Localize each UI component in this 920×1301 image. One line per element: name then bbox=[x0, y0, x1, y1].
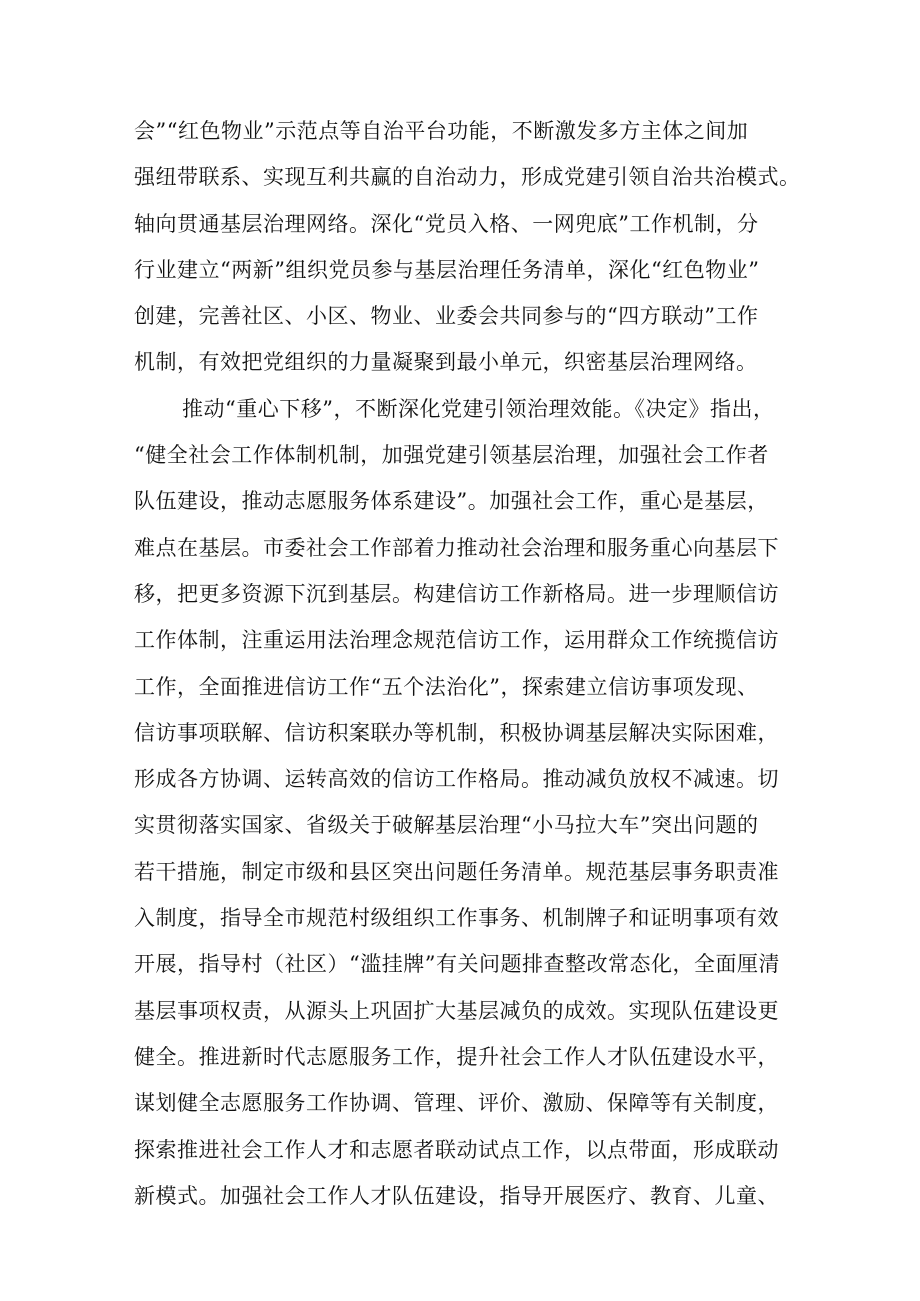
text-line: 移，把更多资源下沉到基层。构建信访工作新格局。进一步理顺信访 bbox=[134, 581, 779, 606]
text-line: 信访事项联解、信访积案联办等机制，积极协调基层解决实际困难， bbox=[134, 720, 779, 745]
text-line: 开展，指导村（社区）“滥挂牌”有关问题排查整改常态化，全面厘清 bbox=[134, 952, 780, 977]
text-line: 实贯彻落实国家、省级关于破解基层治理“小马拉大车”突出问题的 bbox=[134, 813, 759, 838]
text-line: “健全社会工作体制机制，加强党建引领基层治理，加强社会工作者 bbox=[134, 443, 769, 468]
text-line: 谋划健全志愿服务工作协调、管理、评价、激励、保障等有关制度， bbox=[134, 1091, 779, 1116]
text-line: 工作，全面推进信访工作“五个法治化”，探索建立信访事项发现、 bbox=[134, 674, 759, 699]
text-line: 新模式。加强社会工作人才队伍建设，指导开展医疗、教育、儿童、 bbox=[134, 1183, 779, 1208]
text-line: 队伍建设，推动志愿服务体系建设”。加强社会工作，重心是基层， bbox=[134, 489, 769, 514]
text-line: 探索推进社会工作人才和志愿者联动试点工作，以点带面，形成联动 bbox=[134, 1137, 779, 1162]
text-line: 难点在基层。市委社会工作部着力推动社会治理和服务重心向基层下 bbox=[134, 535, 779, 560]
text-line: 工作体制，注重运用法治理念规范信访工作，运用群众工作统揽信访 bbox=[134, 628, 779, 653]
text-line: 轴向贯通基层治理网络。深化“党员入格、一网兜底”工作机制，分 bbox=[134, 211, 759, 236]
text-line: 机制，有效把党组织的力量凝聚到最小单元，织密基层治理网络。 bbox=[134, 350, 758, 375]
body-text bbox=[134, 108, 801, 1219]
text-line: 若干措施，制定市级和县区突出问题任务清单。规范基层事务职责准 bbox=[134, 859, 779, 884]
text-line: 行业建立“两新”组织党员参与基层治理任务清单，深化“红色物业” bbox=[134, 257, 760, 282]
text-line: 创建，完善社区、小区、物业、业委会共同参与的“四方联动”工作 bbox=[134, 304, 759, 329]
text-line: 基层事项权责，从源头上巩固扩大基层减负的成效。实现队伍建设更 bbox=[134, 998, 779, 1023]
text-line: 入制度，指导全市规范村级组织工作事务、机制牌子和证明事项有效 bbox=[134, 906, 779, 931]
text-line: 会”“红色物业”示范点等自治平台功能，不断激发多方主体之间加 bbox=[134, 119, 749, 143]
text-line: 强纽带联系、实现互利共赢的自治动力，形成党建引领自治共治模式。 bbox=[134, 165, 801, 190]
text-line: 健全。推进新时代志愿服务工作，提升社会工作人才队伍建设水平， bbox=[134, 1044, 779, 1069]
paragraph-first-line: 推动“重心下移”，不断深化党建引领治理效能。《决定》指出， bbox=[182, 396, 775, 421]
text-line: 形成各方协调、运转高效的信访工作格局。推动减负放权不减速。切 bbox=[134, 767, 779, 792]
